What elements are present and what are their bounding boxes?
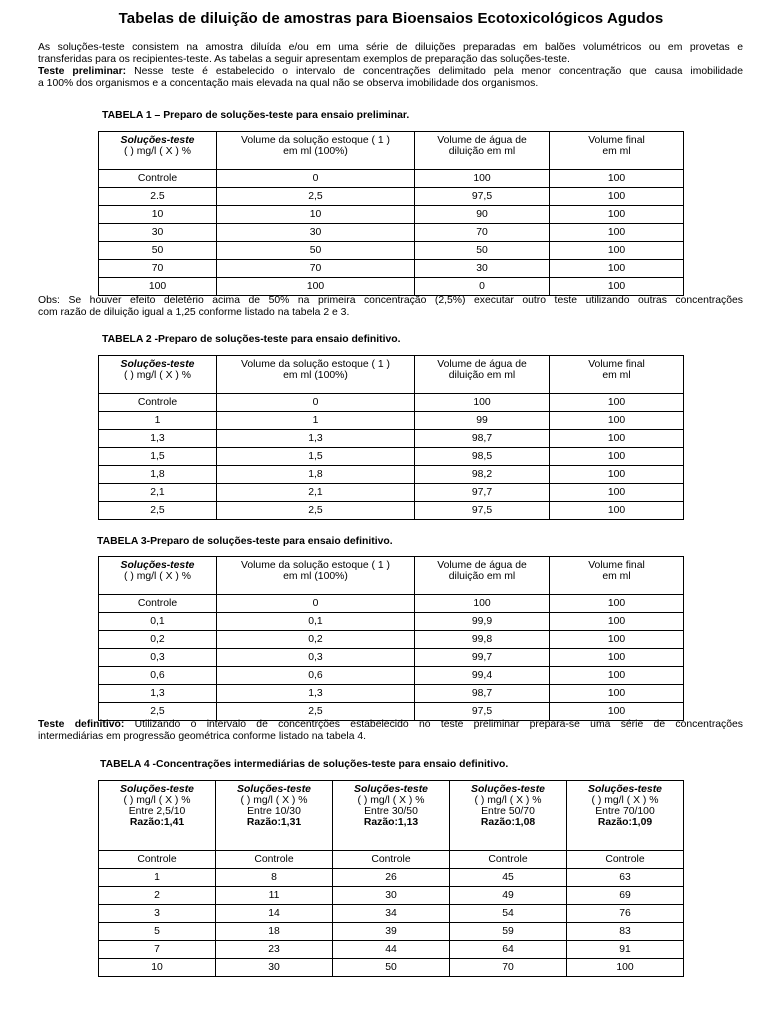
table-cell: 100 (550, 649, 684, 667)
table-cell: 100 (550, 613, 684, 631)
table-row (99, 466, 684, 484)
header-solutions: Soluções-teste ( ) mg/l ( X ) % (99, 356, 217, 394)
table-cell: 30 (217, 224, 415, 242)
table-row (99, 959, 684, 977)
table-cell: 1,3 (99, 685, 217, 703)
table-cell: 97,7 (415, 484, 550, 502)
table-cell: 59 (450, 923, 567, 941)
table-cell: 39 (333, 923, 450, 941)
table-cell: 10 (217, 206, 415, 224)
table-cell: 1,8 (217, 466, 415, 484)
table-cell: 0,3 (217, 649, 415, 667)
preliminary-test-text: Nesse teste é estabelecido o intervalo de concentrações delimitado pela menor concentração que causa imobilidade (126, 66, 743, 77)
table-cell: 69 (567, 887, 684, 905)
table-cell: 100 (550, 667, 684, 685)
table-row (99, 170, 684, 188)
table-cell: 54 (450, 905, 567, 923)
table-cell: 64 (450, 941, 567, 959)
header-solutions: Soluções-teste ( ) mg/l ( X ) % Entre 50/70 Razão:1,08 (450, 781, 567, 851)
header-water-volume: Volume de água de diluição em ml (415, 356, 550, 394)
table-cell: 0,1 (217, 613, 415, 631)
table-row (99, 412, 684, 430)
table-cell: 99,9 (415, 613, 550, 631)
header-final-volume: Volume final em ml (550, 132, 684, 170)
table-row (99, 923, 684, 941)
table-cell: 99,7 (415, 649, 550, 667)
table-cell: 2,5 (217, 703, 415, 721)
table-cell: 2,5 (99, 502, 217, 520)
definitive-paragraph (38, 719, 743, 743)
table-cell: 100 (550, 703, 684, 721)
table-cell: 18 (216, 923, 333, 941)
table-cell: 100 (217, 278, 415, 296)
table-cell: 0,3 (99, 649, 217, 667)
table-cell: 98,5 (415, 448, 550, 466)
table2-caption: TABELA 2 -Preparo de soluções-teste para ensaio definitivo. (102, 334, 401, 345)
table-cell: 49 (450, 887, 567, 905)
table-cell: 99,4 (415, 667, 550, 685)
table3-caption: TABELA 3-Preparo de soluções-teste para ensaio definitivo. (97, 536, 393, 547)
header-solutions: Soluções-teste ( ) mg/l ( X ) % (99, 132, 217, 170)
table-cell: 2,1 (99, 484, 217, 502)
table-cell: 100 (550, 260, 684, 278)
table-cell: 2,5 (217, 502, 415, 520)
table-cell: 1 (99, 412, 217, 430)
header-solutions: Soluções-teste ( ) mg/l ( X ) % Entre 70/100 Razão:1,09 (567, 781, 684, 851)
table-cell: 26 (333, 869, 450, 887)
definitive-line: intermediárias em progressão geométrica conforme listado na tabela 4. (38, 731, 367, 742)
table-cell: 76 (567, 905, 684, 923)
table-cell: 34 (333, 905, 450, 923)
table-cell: 100 (415, 595, 550, 613)
table-header-row (99, 781, 684, 851)
table-row (99, 224, 684, 242)
table-row (99, 649, 684, 667)
table-row (99, 394, 684, 412)
table-cell: 100 (550, 394, 684, 412)
obs-paragraph (38, 295, 743, 319)
header-water-volume: Volume de água de diluição em ml (415, 132, 550, 170)
table1-caption: TABELA 1 – Preparo de soluções-teste para ensaio preliminar. (102, 110, 410, 121)
table-cell: 83 (567, 923, 684, 941)
obs-line: com razão de diluição igual a 1,25 conforme listado na tabela 2 e 3. (38, 307, 350, 318)
table3 (98, 556, 684, 721)
header-final-volume: Volume final em ml (550, 557, 684, 595)
table-cell: 1 (217, 412, 415, 430)
table-cell: 70 (217, 260, 415, 278)
table-cell: Controle (333, 851, 450, 869)
table-cell: 100 (99, 278, 217, 296)
table-row (99, 631, 684, 649)
table-cell: 100 (550, 188, 684, 206)
table-cell: 98,7 (415, 430, 550, 448)
table-header-row (99, 557, 684, 595)
table-cell: 30 (333, 887, 450, 905)
table-cell: 5 (99, 923, 216, 941)
table-cell: 30 (216, 959, 333, 977)
table-cell: 100 (550, 595, 684, 613)
obs-line: Obs: Se houver efeito deletério acima de 50% na primeira concentração (2,5%) executar outro teste utilizando outras concentrações (38, 295, 743, 306)
table-row (99, 484, 684, 502)
table-cell: 100 (550, 170, 684, 188)
intro-line (38, 66, 743, 78)
table-cell: 70 (99, 260, 217, 278)
table-cell: 0,6 (99, 667, 217, 685)
table-cell: 2,5 (217, 188, 415, 206)
table-row (99, 595, 684, 613)
table-row (99, 188, 684, 206)
document-title: Tabelas de diluição de amostras para Bioensaios Ecotoxicológicos Agudos (118, 10, 664, 27)
table-cell: 100 (550, 502, 684, 520)
table-cell: Controle (99, 595, 217, 613)
table-cell: 100 (415, 170, 550, 188)
table-cell: 45 (450, 869, 567, 887)
table-cell: 7 (99, 941, 216, 959)
table-cell: 98,7 (415, 685, 550, 703)
table-row (99, 260, 684, 278)
table-cell: 0 (415, 278, 550, 296)
table-cell: 30 (99, 224, 217, 242)
intro-line: As soluções-teste consistem na amostra diluída e/ou em uma série de diluições preparadas em balões volumétricos ou em provetas e (38, 42, 743, 53)
header-solutions: Soluções-teste ( ) mg/l ( X ) % (99, 557, 217, 595)
table-row (99, 667, 684, 685)
table-cell: 97,5 (415, 502, 550, 520)
table-row (99, 502, 684, 520)
table-cell: 1 (99, 869, 216, 887)
intro-line: transferidas para os recipientes-teste. As tabelas a seguir apresentam exemplos de preparação das soluções-teste. (38, 54, 570, 65)
table-cell: 10 (99, 959, 216, 977)
table-cell: 0,2 (99, 631, 217, 649)
table-row (99, 278, 684, 296)
table-cell: 1,3 (217, 430, 415, 448)
table-cell: 100 (550, 685, 684, 703)
table2 (98, 355, 684, 520)
table-cell: 3 (99, 905, 216, 923)
table-cell: 2,1 (217, 484, 415, 502)
header-stock-volume: Volume da solução estoque ( 1 ) em ml (100%) (217, 557, 415, 595)
table-row (99, 430, 684, 448)
table-cell: 50 (99, 242, 217, 260)
definitive-test-label: Teste definitivo: (38, 719, 125, 730)
table4 (98, 780, 684, 977)
table-row (99, 242, 684, 260)
table-cell: Controle (99, 394, 217, 412)
table-cell: 63 (567, 869, 684, 887)
table-header-row (99, 132, 684, 170)
table-cell: 1,5 (99, 448, 217, 466)
table-cell: 98,2 (415, 466, 550, 484)
table-row (99, 887, 684, 905)
table-cell: Controle (216, 851, 333, 869)
table-cell: 100 (550, 631, 684, 649)
table-cell: Controle (99, 170, 217, 188)
table-row (99, 685, 684, 703)
definitive-line (38, 719, 743, 731)
definitive-test-text: Utilizando o intervalo de concentrções estabelecido no teste preliminar prepara-se uma série de concentrações (124, 719, 744, 730)
table-cell: 100 (550, 278, 684, 296)
table-cell: 2,5 (99, 703, 217, 721)
table-cell: 0 (217, 170, 415, 188)
header-solutions: Soluções-teste ( ) mg/l ( X ) % Entre 10/30 Razão:1,31 (216, 781, 333, 851)
table-cell: 0,1 (99, 613, 217, 631)
table-cell: 70 (450, 959, 567, 977)
table-header-row (99, 356, 684, 394)
header-water-volume: Volume de água de diluição em ml (415, 557, 550, 595)
table-cell: 0,2 (217, 631, 415, 649)
table-cell: 100 (415, 394, 550, 412)
table-cell: Controle (450, 851, 567, 869)
table-cell: 2.5 (99, 188, 217, 206)
table-cell: 100 (550, 206, 684, 224)
intro-paragraph (38, 42, 743, 90)
table-cell: 0 (217, 394, 415, 412)
table-row (99, 851, 684, 869)
table-cell: 100 (550, 412, 684, 430)
table-cell: 100 (550, 224, 684, 242)
table-cell: 11 (216, 887, 333, 905)
table-cell: 50 (333, 959, 450, 977)
table-cell: 0 (217, 595, 415, 613)
table-row (99, 905, 684, 923)
table-cell: 70 (415, 224, 550, 242)
table-cell: 97,5 (415, 703, 550, 721)
table-cell: 50 (217, 242, 415, 260)
table-cell: 1,3 (99, 430, 217, 448)
header-solutions: Soluções-teste ( ) mg/l ( X ) % Entre 30/50 Razão:1,13 (333, 781, 450, 851)
table-cell: 100 (567, 959, 684, 977)
table-row (99, 206, 684, 224)
preliminary-test-label: Teste preliminar: (38, 66, 127, 77)
table-cell: 0,6 (217, 667, 415, 685)
table-cell: 100 (550, 466, 684, 484)
table-cell: 10 (99, 206, 217, 224)
table-cell: 99,8 (415, 631, 550, 649)
table4-caption: TABELA 4 -Concentrações intermediárias de soluções-teste para ensaio definitivo. (100, 759, 509, 770)
table-cell: 1,8 (99, 466, 217, 484)
table-cell: 100 (550, 448, 684, 466)
table-row (99, 448, 684, 466)
table-cell: 30 (415, 260, 550, 278)
table-cell: 8 (216, 869, 333, 887)
table-cell: 97,5 (415, 188, 550, 206)
header-stock-volume: Volume da solução estoque ( 1 ) em ml (100%) (217, 132, 415, 170)
table-cell: 99 (415, 412, 550, 430)
table-cell: 2 (99, 887, 216, 905)
table-cell: 14 (216, 905, 333, 923)
header-stock-volume: Volume da solução estoque ( 1 ) em ml (100%) (217, 356, 415, 394)
table-cell: 23 (216, 941, 333, 959)
table-row (99, 703, 684, 721)
table-cell: Controle (567, 851, 684, 869)
table-cell: 44 (333, 941, 450, 959)
table-cell: Controle (99, 851, 216, 869)
table-cell: 50 (415, 242, 550, 260)
table-cell: 100 (550, 430, 684, 448)
table-cell: 1,5 (217, 448, 415, 466)
table-row (99, 613, 684, 631)
table1 (98, 131, 684, 296)
table-cell: 91 (567, 941, 684, 959)
header-solutions: Soluções-teste ( ) mg/l ( X ) % Entre 2,5/10 Razão:1,41 (99, 781, 216, 851)
table-cell: 100 (550, 484, 684, 502)
header-final-volume: Volume final em ml (550, 356, 684, 394)
table-row (99, 869, 684, 887)
table-cell: 1,3 (217, 685, 415, 703)
table-row (99, 941, 684, 959)
intro-line: a 100% dos organismos e a concentação mais elevada na qual não se observa imobilidade dos organismos. (38, 78, 539, 89)
table-cell: 100 (550, 242, 684, 260)
table-cell: 90 (415, 206, 550, 224)
